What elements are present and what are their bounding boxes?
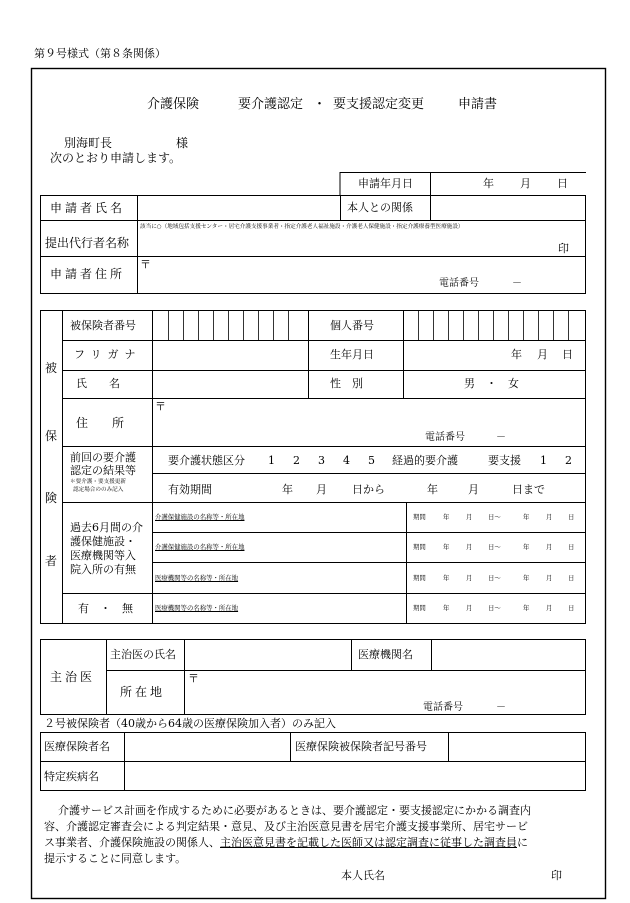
period-year-1: 年 <box>443 574 450 582</box>
validity-month-1: 月 <box>316 483 327 496</box>
period-month-2: 月 <box>546 574 553 582</box>
period-year-1: 年 <box>443 543 450 551</box>
care-level-2: 2 <box>293 454 300 467</box>
period-month-2: 月 <box>546 604 553 612</box>
birth-year: 年 <box>511 348 522 361</box>
facility-label-2: 護保健施設・ <box>70 535 136 548</box>
relation-label: 本人との関係 <box>347 201 413 214</box>
care-level-label: 要介護状態区分 <box>168 454 245 467</box>
facility-label-3: 医療機関等入 <box>70 549 136 562</box>
form-number: 第９号様式（第８条関係） <box>34 47 166 60</box>
consent-line-3c: に <box>517 836 528 849</box>
addressee-name: 別海町長 <box>64 136 113 150</box>
proxy-note: 該当に○（地域包括支援センター・居宅介護支援事業者・指定介護老人福祉施設・介護老人保健施設・指定介護療養型医療施設） <box>140 224 464 230</box>
period-month-2: 月 <box>546 513 553 521</box>
signature-label: 本人氏名 <box>341 869 385 882</box>
previous-label-1: 前回の要介護 <box>70 451 136 464</box>
period-label: 期間 <box>413 604 426 612</box>
applicant-address-label: 申請者住所 <box>50 267 126 281</box>
consent-line-3 <box>44 837 528 848</box>
birth-date-label: 生年月日 <box>330 348 374 361</box>
period-year-1: 年 <box>443 604 450 612</box>
insured-side-char-1: 被 <box>45 361 58 375</box>
period-year-2: 年 <box>523 574 530 582</box>
consent-line-3a: ス事業者、介護保険施設の関係人、 <box>44 836 220 849</box>
insured-phone-label: 電話番号 <box>425 432 465 443</box>
gender-options: 男 ・ 女 <box>464 377 519 390</box>
birth-month: 月 <box>537 348 548 361</box>
validity-year-2: 年 <box>427 483 438 496</box>
validity-year-1: 年 <box>282 483 293 496</box>
consent-line-3b: 主治医意見書を記載した医師又は認定調査に従事した調査員 <box>220 836 517 849</box>
period-day-1: 日～ <box>488 543 501 551</box>
insured-side-char-3: 険 <box>45 491 58 505</box>
period-month-2: 月 <box>546 543 553 551</box>
previous-label-2: 認定の結果等 <box>70 464 136 477</box>
period-year-2: 年 <box>523 604 530 612</box>
period-day-2: 日 <box>568 513 575 521</box>
applicant-postal-mark: 〒 <box>140 258 151 271</box>
addressee-honorific: 様 <box>176 136 189 150</box>
insured-name-label: 氏 名 <box>76 377 120 390</box>
facility-name-label: 介護保健施設の名称等・所在地 <box>155 543 245 551</box>
facility-name-label: 医療機関等の名称等・所在地 <box>155 574 239 582</box>
support-label: 要支援 <box>488 454 521 467</box>
period-year-2: 年 <box>523 543 530 551</box>
insurer-name-label: 医療保険者名 <box>44 740 110 753</box>
period-label: 期間 <box>413 513 426 521</box>
period-year-2: 年 <box>523 513 530 521</box>
doctor-side-label: 主治医 <box>50 670 96 684</box>
application-date-year: 年 <box>483 177 494 190</box>
insured-number-label: 被保険者番号 <box>70 319 136 332</box>
doctor-name-label: 主治医の氏名 <box>110 648 176 661</box>
institution-label: 医療機関名 <box>358 648 413 661</box>
period-day-2: 日 <box>568 543 575 551</box>
period-label: 期間 <box>413 574 426 582</box>
insured-address-label: 住 所 <box>76 416 125 430</box>
birth-day: 日 <box>562 348 573 361</box>
applicant-name-label: 申請者氏名 <box>50 201 126 215</box>
insured-number-code-label: 医療保険被保険者記号番号 <box>295 740 427 753</box>
application-date-label: 申請年月日 <box>358 177 413 190</box>
care-level-1: 1 <box>268 454 275 467</box>
doctor-address-label: 所在地 <box>120 685 166 699</box>
facility-label-4: 院入所の有無 <box>70 563 136 576</box>
doctor-postal-mark: 〒 <box>188 672 199 685</box>
second-insured-heading: ２号被保険者（40歳から64歳の医療保険加入者）のみ記入 <box>44 717 336 730</box>
proxy-seal: 印 <box>558 242 569 255</box>
signature-seal: 印 <box>551 869 562 882</box>
period-month-1: 月 <box>466 513 473 521</box>
period-label: 期間 <box>413 543 426 551</box>
period-day-1: 日～ <box>488 513 501 521</box>
specific-disease-label: 特定疾病名 <box>44 770 99 783</box>
personal-number-label: 個人番号 <box>330 319 374 332</box>
insured-side-char-4: 者 <box>45 554 58 568</box>
facility-name-label: 介護保健施設の名称等・所在地 <box>155 513 245 521</box>
facility-yes-no: 有 ・ 無 <box>78 602 133 615</box>
validity-until: 日まで <box>512 483 545 496</box>
validity-month-2: 月 <box>468 483 479 496</box>
gender-label: 性 別 <box>330 377 363 390</box>
applicant-phone-label: 電話番号 <box>439 278 479 289</box>
validity-label: 有効期間 <box>168 483 212 496</box>
consent-line-2: 容、介護認定審査会による判定結果・意見、及び主治医意見書を居宅介護支援事業所、居宅サービ <box>44 820 528 833</box>
doctor-phone-label: 電話番号 <box>423 702 463 713</box>
support-level-1: 1 <box>540 454 547 467</box>
application-date-month: 月 <box>520 177 531 190</box>
title-part-4: 申請書 <box>458 97 498 112</box>
transitional-care-label: 経過的要介護 <box>392 454 458 467</box>
facility-label-1: 過去6月間の介 <box>70 521 143 534</box>
furigana-label: フリガナ <box>74 348 142 361</box>
care-level-4: 4 <box>343 454 350 467</box>
previous-note-2: 認定場合ののみ記入 <box>73 487 124 493</box>
care-level-5: 5 <box>368 454 375 467</box>
period-day-2: 日 <box>568 574 575 582</box>
doctor-phone-dash: － <box>496 702 506 713</box>
period-month-1: 月 <box>466 574 473 582</box>
intro-text: 次のとおり申請します。 <box>50 151 182 165</box>
period-day-1: 日～ <box>488 574 501 582</box>
insured-postal-mark: 〒 <box>155 400 166 413</box>
title-part-3: 要支援認定変更 <box>333 97 425 112</box>
insured-phone-dash: － <box>496 432 506 443</box>
support-level-2: 2 <box>565 454 572 467</box>
application-date-day: 日 <box>557 177 568 190</box>
period-day-1: 日～ <box>488 604 501 612</box>
period-year-1: 年 <box>443 513 450 521</box>
title-part-2: 要介護認定 <box>238 97 304 112</box>
care-level-3: 3 <box>318 454 325 467</box>
period-month-1: 月 <box>466 604 473 612</box>
period-day-2: 日 <box>568 604 575 612</box>
title-dot: ・ <box>313 97 327 112</box>
insured-side-char-2: 保 <box>45 429 58 443</box>
consent-line-4: 提示することに同意します。 <box>44 852 187 865</box>
validity-from: 日から <box>352 483 385 496</box>
applicant-phone-dash: － <box>512 278 522 289</box>
period-month-1: 月 <box>466 543 473 551</box>
facility-name-label: 医療機関等の名称等・所在地 <box>155 604 239 612</box>
proxy-label: 提出代行者名称 <box>45 236 130 250</box>
title-part-1: 介護保険 <box>147 97 200 112</box>
previous-note-1: ＊要介護・要支援更新 <box>70 479 126 485</box>
consent-line-1: 介護サービス計画を作成するために必要があるときは、要介護認定・要支援認定にかかる調査内 <box>58 804 531 817</box>
